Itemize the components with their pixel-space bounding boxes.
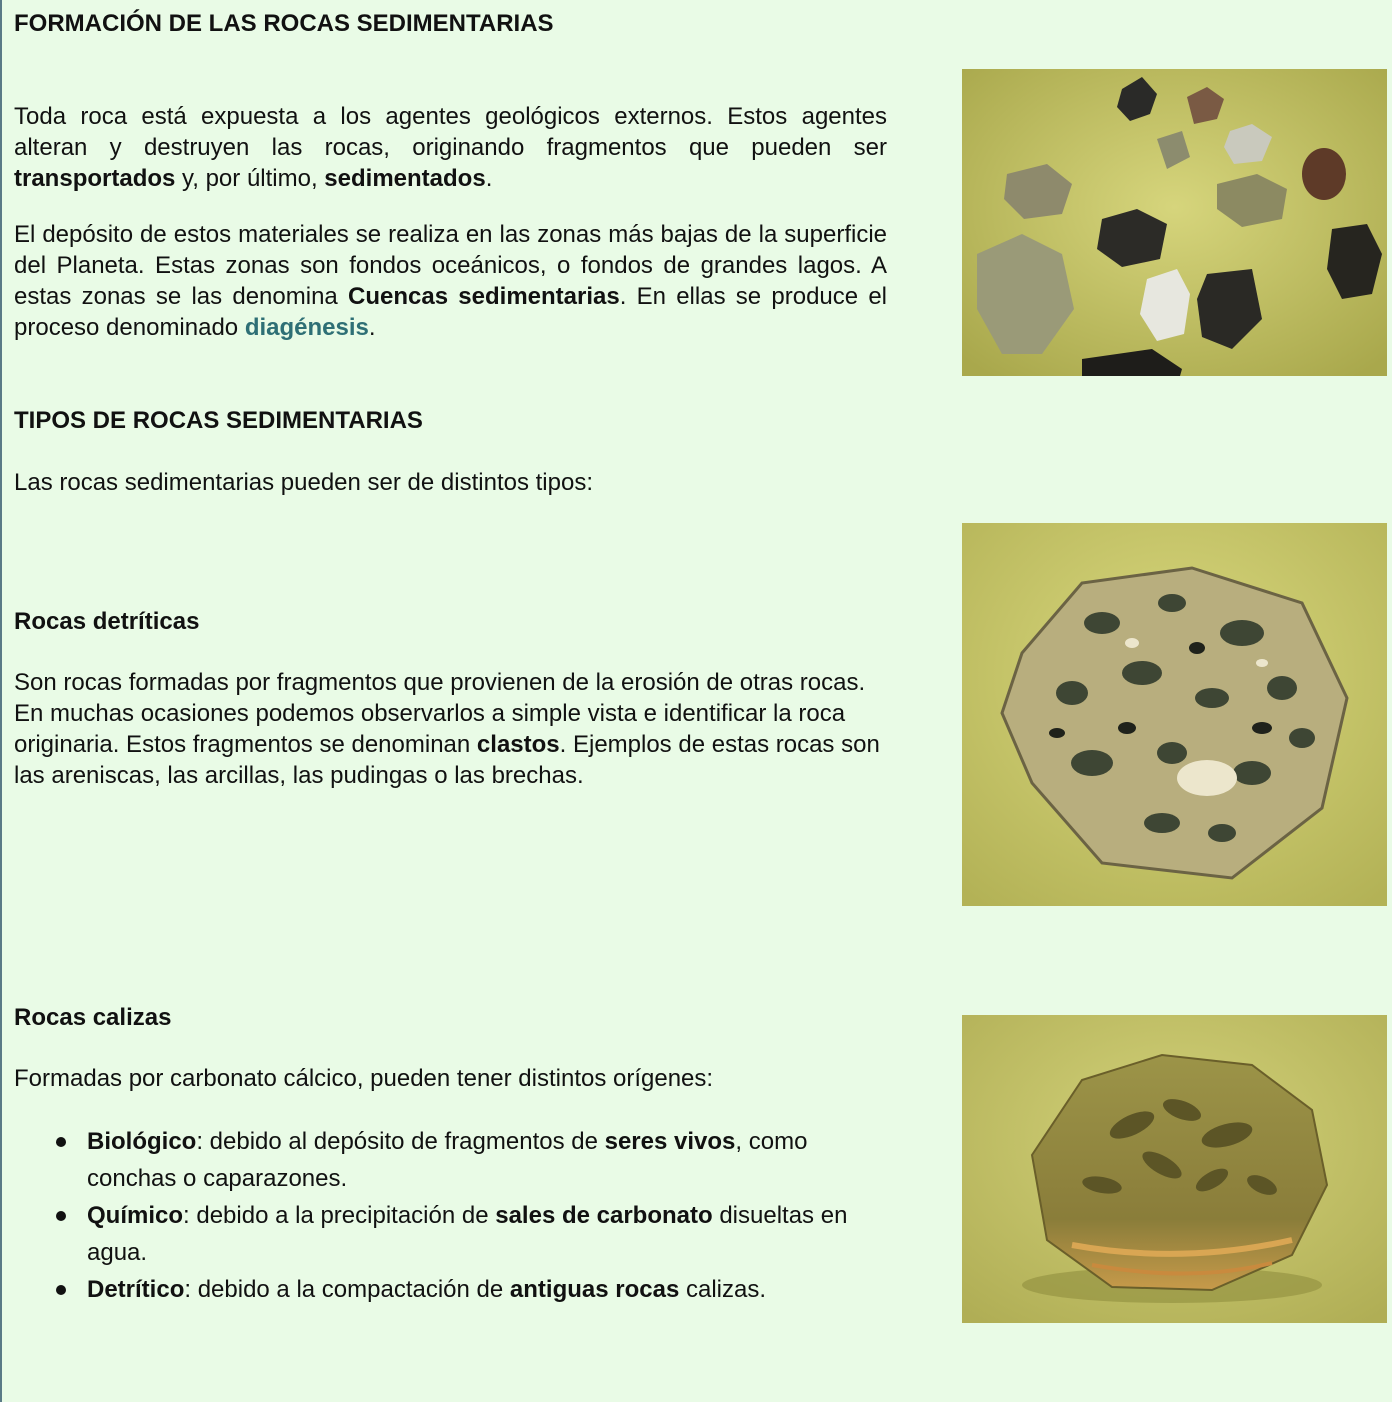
text: , como conchas o caparazones. [87, 1128, 808, 1192]
item-label: Detrítico [87, 1276, 185, 1303]
bullet-icon [56, 1137, 66, 1147]
origins-list [14, 1123, 887, 1308]
text: disueltas en agua. [87, 1202, 848, 1266]
bold-term-transportados: transportados [14, 165, 176, 192]
bold-term: seres vivos [604, 1128, 736, 1155]
subheading-calizas: Rocas calizas [14, 1004, 172, 1031]
paragraph-calizas-intro: Formadas por carbonato cálcico, pueden tener distintos orígenes: [14, 1065, 714, 1092]
section-heading-formacion: FORMACIÓN DE LAS ROCAS SEDIMENTARIAS [14, 10, 554, 37]
paragraph-tipos-intro: Las rocas sedimentarias pueden ser de distintos tipos: [14, 469, 593, 496]
text: . En ellas se produce el proceso denominado [14, 283, 888, 341]
text: : debido al depósito de fragmentos de [196, 1128, 605, 1155]
bold-term: sales de carbonato [495, 1202, 713, 1229]
text: : debido a la compactación de [184, 1276, 510, 1303]
paragraph-agentes [14, 101, 887, 194]
text: El depósito de estos materiales se realiza en las zonas más bajas de la superficie del Planeta. Estas zonas son fondos oceánicos, o fondos de grandes lagos. A estas zonas se las denomina [14, 221, 887, 310]
conglomerate-photo [962, 523, 1387, 906]
list-item-biologico [14, 1123, 887, 1197]
paragraph-detriticas [14, 667, 887, 791]
text: calizas. [679, 1276, 767, 1303]
bold-term-cuencas: Cuencas sedimentarias [348, 283, 620, 310]
limestone-image [962, 1015, 1387, 1323]
bold-term-clastos: clastos [476, 731, 560, 758]
rock-collection-image [962, 69, 1387, 376]
text: Toda roca está expuesta a los agentes geológicos externos. Estos agentes alteran y destruyen las rocas, originando fragmentos que pueden ser [14, 103, 887, 161]
text: . [368, 314, 376, 341]
bullet-icon [56, 1285, 66, 1295]
item-label: Químico [87, 1202, 184, 1229]
text: : debido a la precipitación de [183, 1202, 496, 1229]
list-item-detritico [14, 1271, 887, 1308]
limestone-photo [962, 1015, 1387, 1323]
left-border [0, 0, 2, 1402]
text: y, por último, [175, 165, 325, 192]
subheading-detriticas: Rocas detríticas [14, 608, 200, 635]
conglomerate-image [962, 523, 1387, 906]
bold-term: antiguas rocas [509, 1276, 680, 1303]
text: Son rocas formadas por fragmentos que provienen de la erosión de otras rocas. En muchas ocasiones podemos observarlos a simple vista e identificar la roca originaria. Estos fragmentos se denominan [14, 669, 866, 758]
bold-term-sedimentados: sedimentados [324, 165, 486, 192]
rock-collection-photo [962, 69, 1387, 376]
bullet-icon [56, 1211, 66, 1221]
text: . [485, 165, 493, 192]
paragraph-deposito [14, 219, 887, 343]
list-item-quimico [14, 1197, 887, 1271]
text: . Ejemplos de estas rocas son las areniscas, las arcillas, las pudingas o las brechas. [14, 731, 880, 789]
diagenesis-link[interactable]: diagénesis [244, 314, 369, 341]
item-label: Biológico [87, 1128, 197, 1155]
section-heading-tipos: TIPOS DE ROCAS SEDIMENTARIAS [14, 407, 423, 434]
